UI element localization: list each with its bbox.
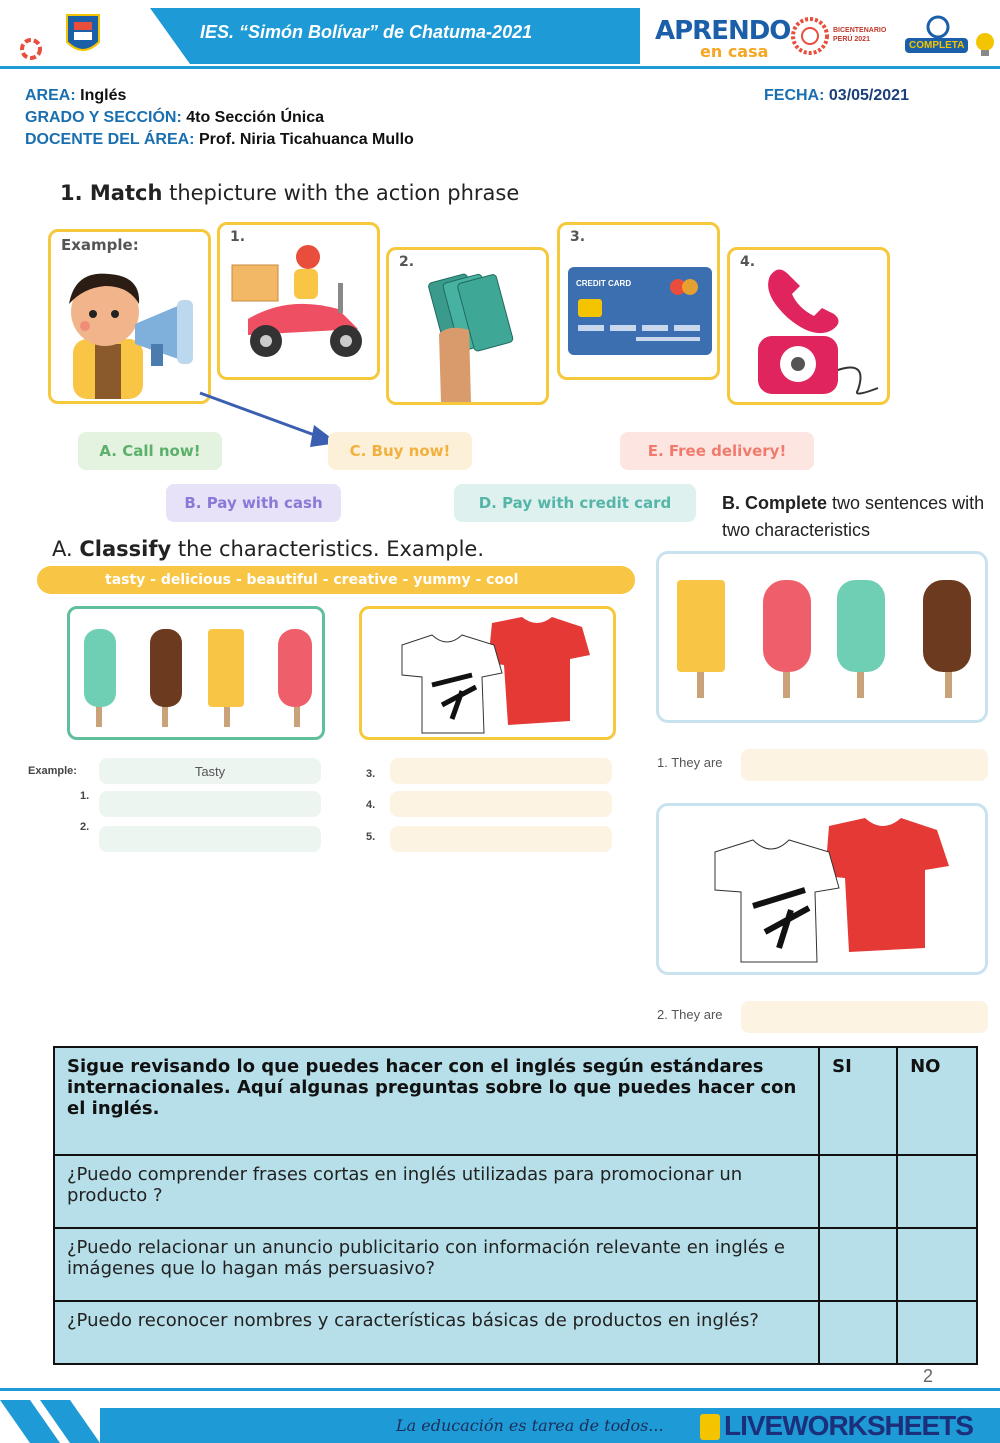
popsicles-icon [78, 619, 318, 729]
match-card-example [48, 229, 211, 404]
footer-brand: LIVEWORKSHEETS [724, 1410, 973, 1441]
page-number: 2 [923, 1366, 934, 1386]
no-cell[interactable] [897, 1155, 977, 1228]
delivery-scooter-icon [228, 239, 374, 364]
match-title [60, 181, 519, 205]
info-docente [25, 131, 414, 149]
match-card-2 [386, 247, 549, 405]
example-field: Tasty [99, 758, 321, 784]
sentence-1-field[interactable] [741, 749, 988, 781]
area-label: AREA: [25, 87, 76, 104]
boy-megaphone-icon [55, 264, 205, 399]
answer-field-4[interactable] [390, 791, 612, 817]
footer-rule [0, 1388, 1000, 1391]
classify-title-bold: Classify [79, 537, 172, 561]
table-row [54, 1228, 977, 1301]
footer-motto: La educación es tarea de todos... [396, 1416, 664, 1435]
page-header [0, 0, 1000, 72]
answer-field-1[interactable] [99, 791, 321, 817]
complete-title-bold: B. Complete [722, 493, 828, 513]
right-num-4: 4. [366, 799, 376, 811]
option-d[interactable]: D. Pay with credit card [454, 484, 696, 522]
table-row [54, 1301, 977, 1364]
no-cell[interactable] [897, 1301, 977, 1364]
fecha-value: 03/05/2021 [828, 87, 909, 104]
docente-label: DOCENTE DEL ÁREA: [25, 131, 195, 148]
color-wheel-icon [18, 36, 44, 62]
option-b[interactable]: B. Pay with cash [166, 484, 341, 522]
sentence-2-field[interactable] [741, 1001, 988, 1033]
col-no: NO [897, 1047, 977, 1155]
complete-tshirts-box [656, 803, 988, 975]
jornada-badge: COMPLETA [905, 38, 968, 53]
classify-title-a: A. [52, 537, 80, 561]
no-cell[interactable] [897, 1228, 977, 1301]
brand-en-casa: en casa [700, 42, 769, 61]
info-area [25, 87, 126, 105]
right-num-5: 5. [366, 831, 376, 843]
option-a[interactable]: A. Call now! [78, 432, 222, 470]
info-grado [25, 109, 324, 127]
classify-title [52, 537, 484, 561]
school-name: IES. “Simón Bolívar” de Chatuma-2021 [200, 22, 533, 42]
popsicles-icon [669, 570, 979, 710]
bicentenario-seal-icon [790, 16, 830, 56]
tshirts-icon [705, 816, 955, 966]
table-row [54, 1155, 977, 1228]
sentence-1-label: 1. They are [657, 755, 723, 770]
popsicles-box [67, 606, 325, 740]
answer-field-3[interactable] [390, 758, 612, 784]
bicentenario-label: BICENTENARIO PERÚ 2021 [833, 27, 887, 43]
telephone-icon [748, 260, 888, 400]
brand-aprendo: APRENDO [655, 16, 791, 46]
match-title-bold: 1. Match [60, 181, 163, 205]
grado-label: GRADO Y SECCIÓN: [25, 109, 182, 126]
school-crest-icon [64, 12, 102, 60]
complete-popsicles-box [656, 551, 988, 723]
match-card-4 [727, 247, 890, 405]
question-cell: ¿Puedo relacionar un anuncio publicitario con información relevante en inglés e imágenes que lo hagan más persuasivo? [54, 1228, 819, 1301]
area-value: Inglés [80, 87, 127, 104]
question-cell: ¿Puedo comprender frases cortas en inglés utilizadas para promocionar un producto ? [54, 1155, 819, 1228]
classify-title-rest: the characteristics. Example. [171, 537, 485, 561]
bulb-icon [972, 30, 998, 60]
word-bank: tasty - delicious - beautiful - creative - yummy - cool [37, 566, 635, 594]
header-rule [0, 66, 1000, 69]
tshirts-box [359, 606, 616, 740]
match-card-1 [217, 222, 380, 380]
si-cell[interactable] [819, 1228, 897, 1301]
cash-hand-icon [419, 264, 519, 402]
table-header-row [54, 1047, 977, 1155]
right-num-3: 3. [366, 768, 376, 780]
si-cell[interactable] [819, 1301, 897, 1364]
card-label: 3. [570, 229, 586, 245]
jornada-clock-icon [925, 14, 951, 40]
card-label: 1. [230, 229, 246, 245]
info-fecha [764, 87, 909, 105]
match-title-rest: thepicture with the action phrase [162, 181, 520, 205]
card-label: 2. [399, 254, 415, 270]
question-cell: ¿Puedo reconocer nombres y características básicas de productos en inglés? [54, 1301, 819, 1364]
col-si: SI [819, 1047, 897, 1155]
option-e[interactable]: E. Free delivery! [620, 432, 814, 470]
docente-value: Prof. Niria Ticahuanca Mullo [198, 131, 414, 148]
left-num-1: 1. [80, 790, 90, 802]
card-label: Example: [61, 236, 139, 254]
tshirts-icon [392, 615, 592, 735]
credit-card-text: CREDIT CARD [576, 279, 632, 288]
example-label: Example: [28, 765, 77, 777]
self-assessment-table [53, 1046, 978, 1365]
page-footer [0, 1400, 1000, 1443]
grado-value: 4to Sección Única [186, 109, 325, 126]
answer-field-2[interactable] [99, 826, 321, 852]
sentence-2-label: 2. They are [657, 1007, 723, 1022]
match-card-3 [557, 222, 720, 380]
liveworksheets-logo-icon [700, 1414, 720, 1440]
card-label: 4. [740, 254, 756, 270]
si-cell[interactable] [819, 1155, 897, 1228]
complete-title-rest: two sentences with two characteristics [722, 493, 985, 540]
table-header-cell: Sigue revisando lo que puedes hacer con el inglés según estándares internacionales. Aquí algunas preguntas sobre lo que puedes hacer con el inglés. [54, 1047, 819, 1155]
left-num-2: 2. [80, 821, 90, 833]
option-c[interactable]: C. Buy now! [328, 432, 472, 470]
answer-field-5[interactable] [390, 826, 612, 852]
complete-title [722, 490, 992, 544]
fecha-label: FECHA: [764, 87, 825, 104]
